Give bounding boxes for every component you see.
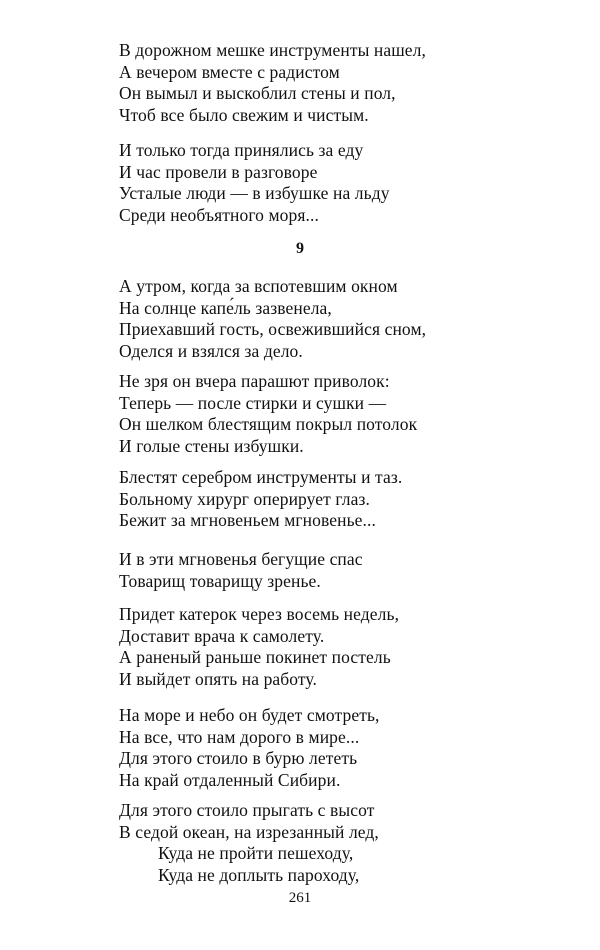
verse-line: На край отдаленный Сибири. bbox=[119, 769, 341, 790]
verse-line: На море и небо он будет смотреть, bbox=[119, 705, 380, 725]
verse-line: Теперь — после стирки и сушки — bbox=[119, 392, 387, 413]
stanza bbox=[119, 604, 399, 690]
verse-line: Не зря он вчера парашют приволок: bbox=[119, 371, 390, 391]
verse-line: Товарищ товарищу зренье. bbox=[119, 570, 321, 591]
verse-line: Приехавший гость, освежившийся сном, bbox=[119, 319, 427, 339]
verse-line: Усталые люди — в избушке на льду bbox=[119, 183, 390, 203]
stanza bbox=[119, 800, 379, 886]
verse-line: А раненый раньше покинет постель bbox=[119, 647, 391, 667]
verse-line: Доставит врача к самолету. bbox=[119, 625, 325, 646]
verse-line: Для этого стоило в бурю лететь bbox=[119, 748, 358, 768]
stanza bbox=[119, 467, 402, 532]
verse-line: И только тогда принялись за еду bbox=[119, 140, 364, 160]
page-number: 261 bbox=[288, 890, 312, 906]
verse-line: Больному хирург оперирует глаз. bbox=[119, 488, 370, 509]
verse-line: На все, что нам дорого в мире... bbox=[119, 726, 360, 747]
verse-line-indented: Куда не пройти пешеходу, bbox=[158, 843, 354, 863]
verse-line: Придет катерок через восемь недель, bbox=[119, 604, 400, 624]
verse-line: Оделся и взялся за дело. bbox=[119, 340, 303, 361]
verse-line: И голые стены избушки. bbox=[119, 435, 304, 456]
verse-line: Он вымыл и выскоблил стены и пол, bbox=[119, 83, 396, 103]
verse-line: И выйдет опять на работу. bbox=[119, 668, 317, 689]
stanza bbox=[119, 705, 380, 791]
section-number: 9 bbox=[296, 240, 304, 257]
verse-line: И в эти мгновенья бегущие спас bbox=[119, 549, 363, 569]
stanza bbox=[119, 140, 390, 226]
verse-line: В седой океан, на изрезанный лед, bbox=[119, 821, 379, 842]
stanza bbox=[119, 40, 426, 126]
verse-line: А вечером вместе с радистом bbox=[119, 61, 340, 82]
verse-line: Чтоб все было свежим и чистым. bbox=[119, 104, 369, 125]
verse-line: И час провели в разговоре bbox=[119, 161, 318, 182]
verse-line: На солнце капе́ль зазвенела, bbox=[119, 297, 332, 318]
stanza bbox=[119, 371, 417, 457]
verse-line: Для этого стоило прыгать с высот bbox=[119, 800, 375, 820]
verse-line: В дорожном мешке инструменты нашел, bbox=[119, 40, 426, 60]
verse-line: А утром, когда за вспотевшим окном bbox=[119, 276, 398, 296]
verse-line: Среди необъятного моря... bbox=[119, 204, 319, 225]
verse-line: Бежит за мгновеньем мгновенье... bbox=[119, 510, 376, 530]
stanza bbox=[119, 276, 426, 362]
stanza bbox=[119, 549, 363, 592]
verse-line: Он шелком блестящим покрыл потолок bbox=[119, 414, 418, 434]
verse-line-indented: Куда не доплыть пароходу, bbox=[158, 864, 360, 885]
verse-line: Блестят серебром инструменты и таз. bbox=[119, 467, 403, 487]
